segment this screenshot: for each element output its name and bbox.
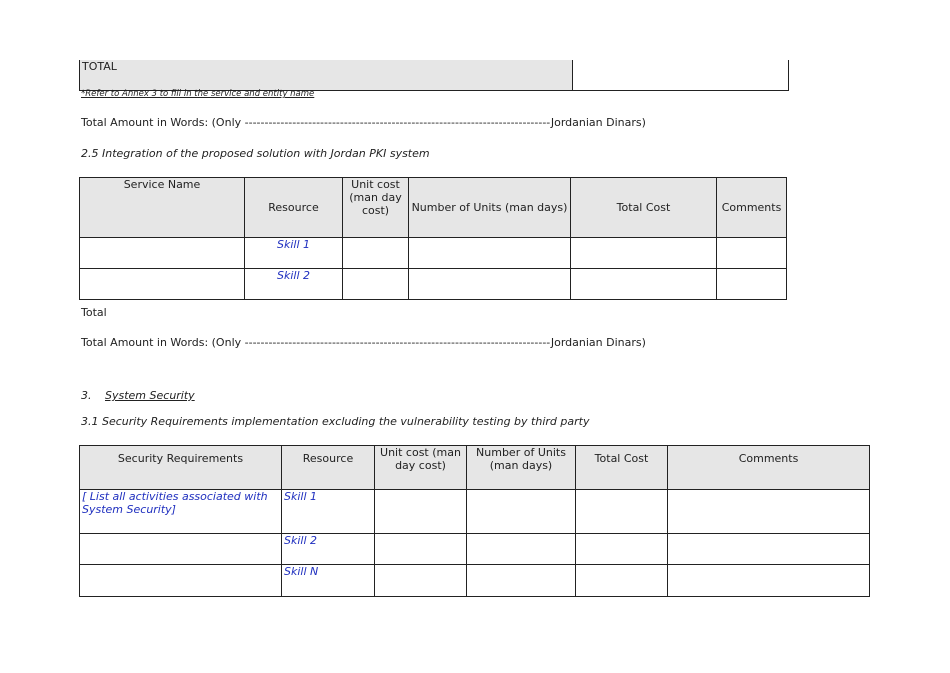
col-unit-cost: Unit cost (man day cost): [343, 178, 409, 238]
resource-cell: Skill 2: [282, 534, 375, 565]
section-3-title: System Security: [105, 389, 195, 402]
section-3-heading: [81, 389, 195, 402]
unit-cost-cell[interactable]: [375, 490, 467, 534]
comments-cell[interactable]: [668, 565, 870, 597]
total-cost-cell[interactable]: [571, 238, 717, 269]
total-label: TOTAL: [80, 60, 573, 90]
units-cell[interactable]: [467, 490, 576, 534]
total-cost-cell[interactable]: [576, 565, 668, 597]
units-cell[interactable]: [467, 565, 576, 597]
unit-cost-cell[interactable]: [343, 269, 409, 300]
total-value: [573, 60, 789, 90]
col-total-cost: Total Cost: [576, 446, 668, 490]
service-name-cell[interactable]: [80, 269, 245, 300]
service-name-cell[interactable]: [80, 238, 245, 269]
security-table: [79, 445, 870, 597]
unit-cost-cell[interactable]: [375, 565, 467, 597]
table-row: [80, 238, 787, 269]
section-3-1-heading: 3.1 Security Requirements implementation excluding the vulnerability testing by third party: [81, 415, 590, 428]
amount-in-words-1: Total Amount in Words: (Only -----------------------------------------------------------------------------Jordanian Dinars): [81, 116, 646, 129]
section-2-5-total-label: Total: [81, 306, 107, 319]
comments-cell[interactable]: [717, 269, 787, 300]
resource-cell: Skill 1: [282, 490, 375, 534]
total-cost-cell[interactable]: [576, 534, 668, 565]
col-unit-cost: Unit cost (man day cost): [375, 446, 467, 490]
integration-table: [79, 177, 787, 300]
requirement-cell: [ List all activities associated with System Security]: [80, 490, 282, 534]
resource-cell: Skill 1: [245, 238, 343, 269]
total-cost-cell[interactable]: [576, 490, 668, 534]
col-resource: Resource: [282, 446, 375, 490]
unit-cost-cell[interactable]: [343, 238, 409, 269]
top-total-table: [79, 60, 789, 91]
table-row: [80, 534, 870, 565]
resource-cell: Skill N: [282, 565, 375, 597]
units-cell[interactable]: [467, 534, 576, 565]
col-comments: Comments: [717, 178, 787, 238]
resource-cell: Skill 2: [245, 269, 343, 300]
unit-cost-cell[interactable]: [375, 534, 467, 565]
col-number-of-units: Number of Units (man days): [467, 446, 576, 490]
comments-cell[interactable]: [668, 490, 870, 534]
col-service-name: Service Name: [80, 178, 245, 238]
col-comments: Comments: [668, 446, 870, 490]
comments-cell[interactable]: [668, 534, 870, 565]
comments-cell[interactable]: [717, 238, 787, 269]
total-cost-cell[interactable]: [571, 269, 717, 300]
section-3-number: 3.: [81, 389, 92, 402]
col-number-of-units: Number of Units (man days): [409, 178, 571, 238]
annex-footnote: *Refer to Annex 3 to fill in the service and entity name: [81, 89, 315, 99]
col-security-requirements: Security Requirements: [80, 446, 282, 490]
amount-in-words-2: Total Amount in Words: (Only -----------------------------------------------------------------------------Jordanian Dinars): [81, 336, 646, 349]
units-cell[interactable]: [409, 238, 571, 269]
table-row: [80, 269, 787, 300]
table-row: [80, 490, 870, 534]
units-cell[interactable]: [409, 269, 571, 300]
requirement-cell[interactable]: [80, 565, 282, 597]
col-resource: Resource: [245, 178, 343, 238]
requirement-cell[interactable]: [80, 534, 282, 565]
section-2-5-heading: 2.5 Integration of the proposed solution with Jordan PKI system: [81, 147, 430, 160]
col-total-cost: Total Cost: [571, 178, 717, 238]
table-row: [80, 565, 870, 597]
